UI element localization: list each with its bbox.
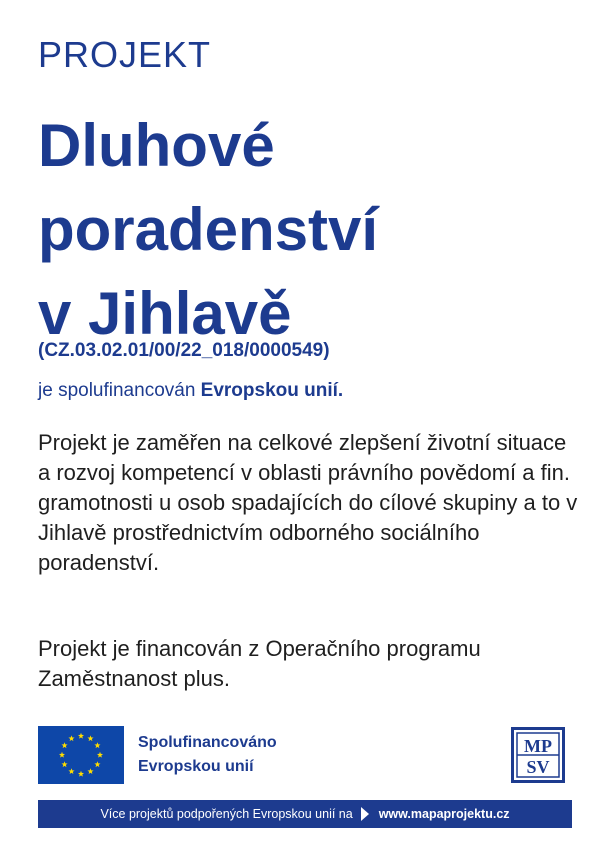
eu-cofunded-text: [138, 731, 277, 779]
title-line-2: poradenství: [38, 196, 379, 263]
project-code: (CZ.03.02.01/00/22_018/0000549): [38, 340, 330, 361]
eu-star: [97, 752, 103, 758]
title-line-1: Dluhové: [38, 112, 275, 179]
eu-star: [94, 742, 100, 748]
title-line-3: v Jihlavě: [38, 280, 292, 347]
eu-star: [94, 761, 100, 767]
eu-star: [87, 768, 93, 774]
mpsv-logo-icon: [511, 727, 565, 783]
project-description: Projekt je zaměřen na celkové zlepšení životní situace a rozvoj kompetencí v oblasti právního povědomí a fin. gramotnosti u osob spadajících do cílové skupiny a to v Jihlavě prostřednictvím odborného sociálního poradenství.: [38, 430, 578, 575]
eu-star: [68, 735, 74, 741]
arrow-right-icon: [361, 807, 369, 821]
eu-text-line-1: Spolufinancováno: [138, 734, 277, 751]
funding-statement: Projekt je financován z Operačního programu Zaměstnanost plus.: [38, 636, 481, 691]
project-title: [38, 104, 378, 356]
eu-star: [78, 733, 84, 739]
cofunding-statement: [38, 380, 343, 402]
footer-bar: [38, 800, 572, 828]
footer-text: Více projektů podpořených Evropskou unií na: [100, 807, 353, 821]
footer-url-link[interactable]: www.mapaprojektu.cz: [378, 807, 510, 821]
cofunding-prefix: je spolufinancován: [38, 380, 196, 401]
mpsv-bottom-letters: SV: [526, 757, 550, 777]
eu-star: [62, 742, 68, 748]
cofunding-eu: Evropskou unií.: [200, 380, 344, 401]
eu-text-line-2: Evropskou unií: [138, 758, 254, 775]
eu-star: [68, 768, 74, 774]
eu-star: [59, 752, 65, 758]
eu-star: [62, 761, 68, 767]
mpsv-top-letters: MP: [524, 736, 552, 756]
project-label: PROJEKT: [38, 34, 212, 75]
eu-star: [78, 771, 84, 777]
eu-flag-icon: [38, 726, 124, 784]
eu-star: [87, 735, 93, 741]
